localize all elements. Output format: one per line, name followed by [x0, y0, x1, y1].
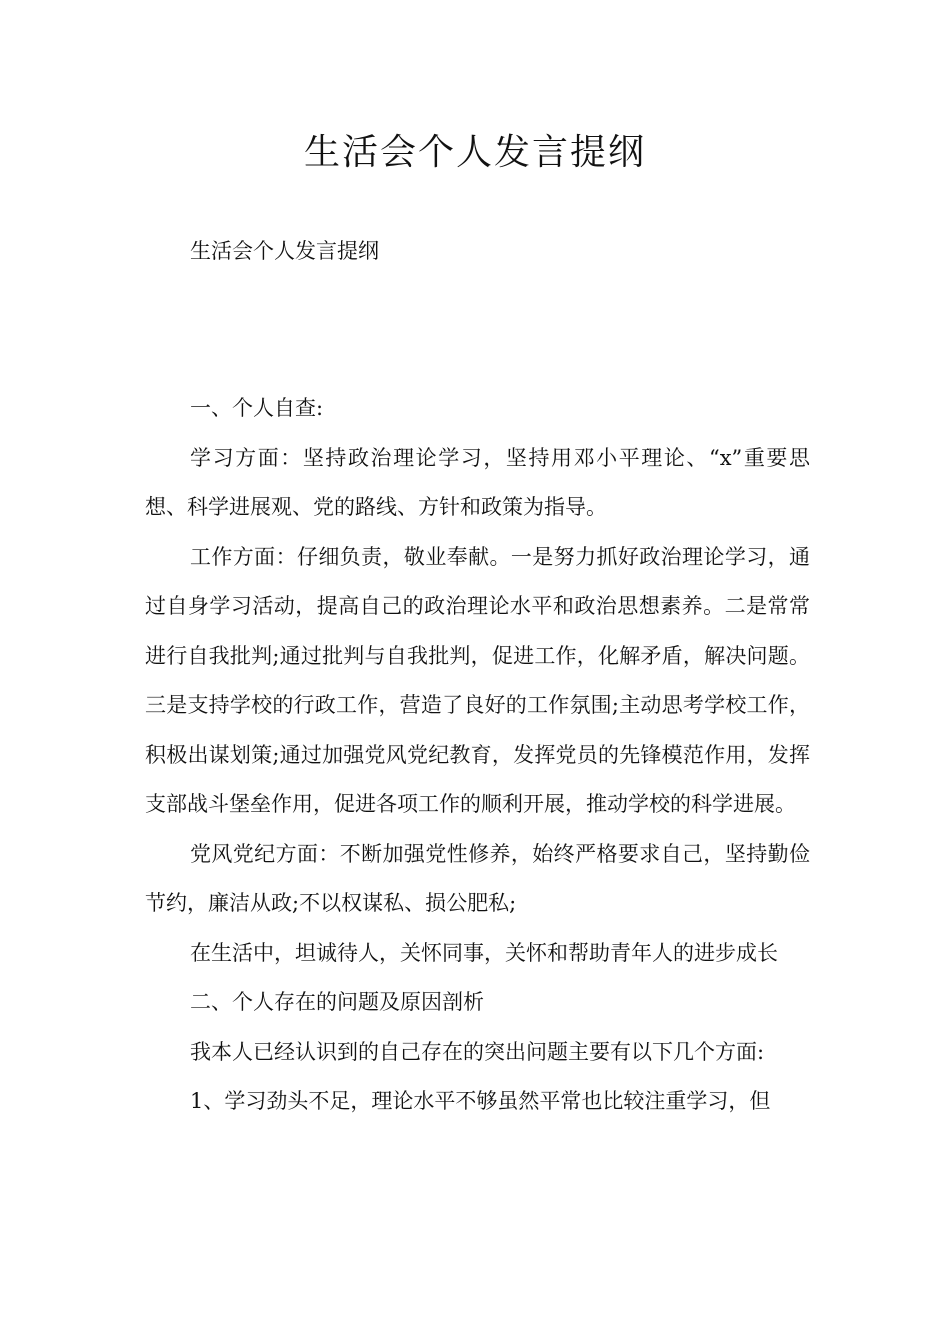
document-subtitle: 生活会个人发言提纲 [190, 239, 379, 263]
document-title: 生活会个人发言提纲 [303, 132, 646, 173]
paragraph-life: 在生活中，坦诚待人，关怀同事，关怀和帮助青年人的进步成长 [190, 940, 778, 965]
paragraph-party-discipline: 党风党纪方面：不断加强党性修养，始终严格要求自己，坚持勤俭节约，廉洁从政;不以权谋私、损公肥私; [145, 841, 810, 915]
paragraph-problem-1: 1、学习劲头不足，理论水平不够虽然平常也比较注重学习，但 [190, 1089, 771, 1113]
section-heading-self-check: 一、个人自查: [190, 396, 324, 420]
paragraph-work: 工作方面：仔细负责，敬业奉献。一是努力抓好政治理论学习，通过自身学习活动，提高自己的政治理论水平和政治思想素养。二是常常进行自我批判;通过批判与自我批判，促进工作，化解矛盾，解决问题。三是支持学校的行政工作，营造了良好的工作氛围;主动思考学校工作，积极出谋划策;通过加强党风党纪教育，发挥党员的先锋模范作用，发挥支部战斗堡垒作用，促进各项工作的顺利开展，推动学校的科学进展。 [145, 544, 810, 816]
document-body [145, 384, 810, 1127]
paragraph-problems-intro: 我本人已经认识到的自己存在的突出问题主要有以下几个方面: [190, 1039, 765, 1064]
section-heading-problems: 二、个人存在的问题及原因剖析 [190, 990, 484, 1014]
paragraph-study: 学习方面：坚持政治理论学习，坚持用邓小平理论、“x”重要思想、科学进展观、党的路线、方针和政策为指导。 [145, 445, 810, 519]
